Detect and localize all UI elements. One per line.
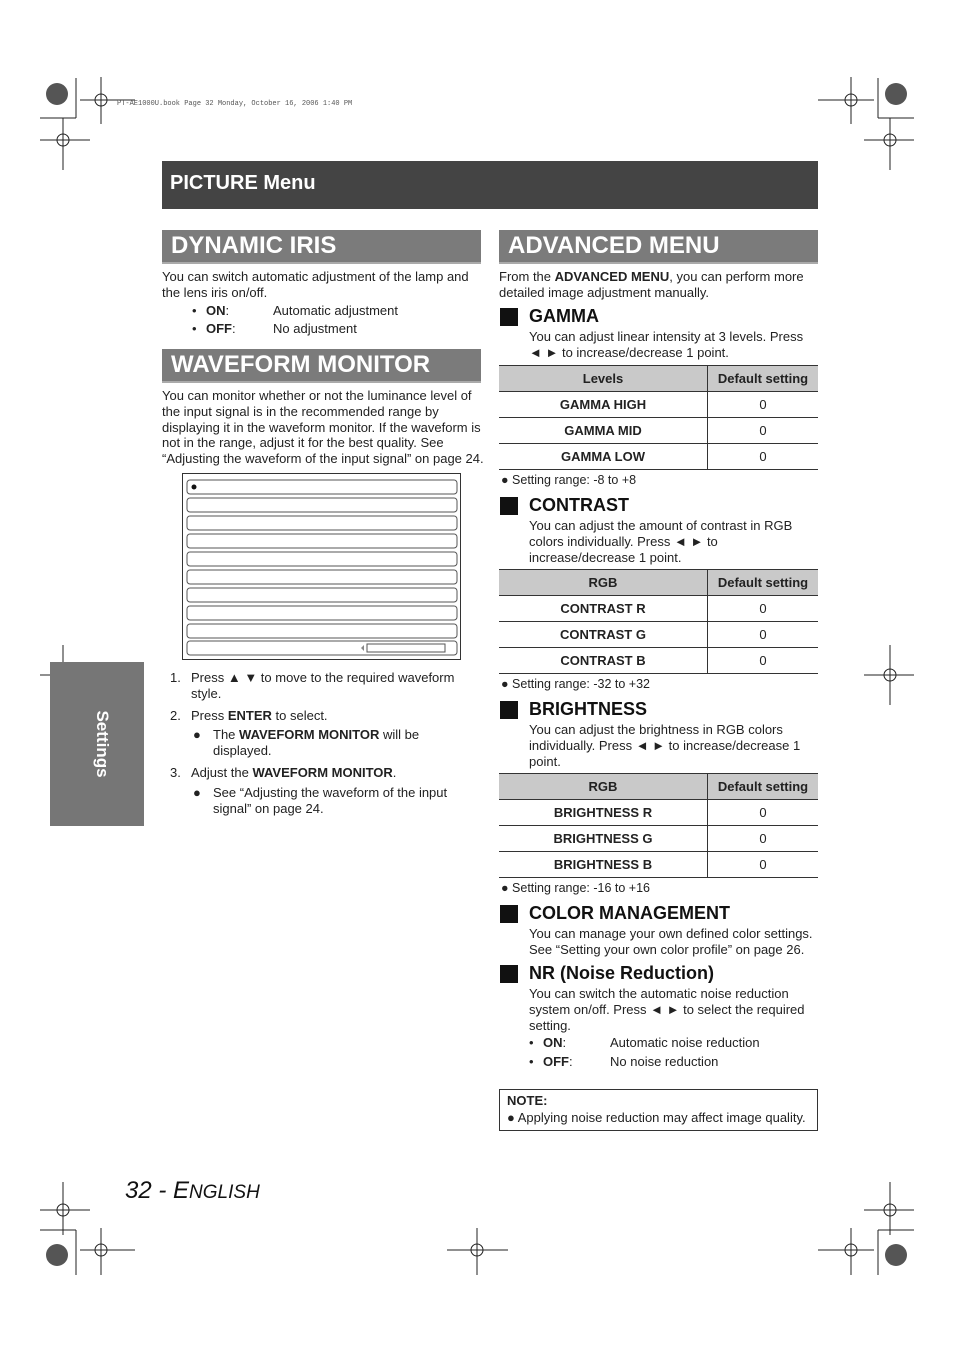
dynamic-iris-heading <box>162 230 481 264</box>
table-cell: 0 <box>708 648 819 674</box>
step-2-sub-post: will be displayed. <box>213 727 420 758</box>
gamma-desc: You can adjust linear intensity at 3 levels. Press ◄ ► to increase/decrease 1 point. <box>529 329 804 360</box>
bullet: • <box>529 1035 534 1050</box>
contrast-square-icon <box>500 497 518 515</box>
table-cell: 0 <box>708 596 819 622</box>
advanced-intro-pre: From the <box>499 269 555 284</box>
step-3-sub <box>191 785 471 817</box>
step-3-post: . <box>392 765 397 780</box>
bullet: ● <box>193 727 201 742</box>
brightness-table <box>499 773 818 878</box>
table-header: RGB <box>499 774 708 800</box>
step-2-key: ENTER <box>227 708 272 723</box>
step-3-key: WAVEFORM MONITOR <box>252 765 393 780</box>
nr-square-icon <box>500 965 518 983</box>
advanced-menu-title: ADVANCED MENU <box>508 232 720 259</box>
on-desc: Automatic adjustment <box>273 303 399 318</box>
step-1-text: Press ▲ ▼ to move to the required waveform style. <box>191 670 455 701</box>
step-3-num: 3. <box>170 765 181 780</box>
table-cell: 0 <box>708 852 819 878</box>
table-header: Default setting <box>708 570 819 596</box>
step-1 <box>170 670 470 702</box>
step-2-sub-pre: The <box>213 727 240 742</box>
brightness-range: ● Setting range: -16 to +16 <box>501 881 650 895</box>
waveform-intro: You can monitor whether or not the luminance level of the input signal is in the recommended range by displaying it in the waveform monitor. If the waveform is not in the range, adjust it for the best quality. See “Adjusting the waveform of the input signal” on page 24. <box>162 388 484 467</box>
settings-tab-label: Settings <box>93 710 112 778</box>
contrast-heading: CONTRAST <box>529 495 629 515</box>
nr-on-desc: Automatic noise reduction <box>610 1035 760 1050</box>
step-3-pre: Adjust the <box>191 765 253 780</box>
step-2 <box>170 708 470 724</box>
table-header: Default setting <box>708 774 819 800</box>
nr-off: • OFF: No noise reduction <box>529 1054 719 1069</box>
table-cell: BRIGHTNESS B <box>499 852 708 878</box>
dynamic-iris-off: • OFF: No adjustment <box>192 321 357 336</box>
bullet: • <box>192 321 197 336</box>
table-cell: CONTRAST G <box>499 622 708 648</box>
advanced-intro-key: ADVANCED MENU <box>554 269 670 284</box>
nr-desc: You can switch the automatic noise reduction system on/off. Press ◄ ► to select the required setting. <box>529 986 805 1033</box>
file-header: PT-AE1000U.book Page 32 Monday, October 16, 2006 1:40 PM <box>117 100 353 108</box>
note-line: ● Applying noise reduction may affect image quality. <box>507 1110 806 1125</box>
page-banner <box>162 161 818 209</box>
brightness-square-icon <box>500 701 518 719</box>
dynamic-iris-title: DYNAMIC IRIS <box>171 232 337 259</box>
step-2-num: 2. <box>170 708 181 723</box>
brightness-range-text: Setting range: -16 to +16 <box>512 881 650 895</box>
waveform-title: WAVEFORM MONITOR <box>171 351 431 378</box>
nr-on-key: ON <box>543 1035 563 1050</box>
nr-heading: NR (Noise Reduction) <box>529 963 715 983</box>
nr-off-desc: No noise reduction <box>610 1054 719 1069</box>
brightness-desc: You can adjust the brightness in RGB colors individually. Press ◄ ► to increase/decrease 1 point. <box>529 722 801 769</box>
table-cell: 0 <box>708 622 819 648</box>
table-cell: CONTRAST B <box>499 648 708 674</box>
waveform-menu-drawing <box>183 474 462 661</box>
dynamic-iris-intro: You can switch automatic adjustment of the lamp and the lens iris on/off. <box>162 269 469 300</box>
brightness-heading: BRIGHTNESS <box>529 699 648 719</box>
note-label: NOTE: <box>507 1093 548 1108</box>
note-box <box>499 1089 818 1131</box>
gamma-square-icon <box>500 308 518 326</box>
nr-off-key: OFF <box>543 1054 569 1069</box>
gamma-range: ● Setting range: -8 to +8 <box>501 473 637 487</box>
waveform-heading <box>162 349 481 383</box>
gamma-heading: GAMMA <box>529 306 599 326</box>
table-cell: BRIGHTNESS R <box>499 800 708 826</box>
page-num: 32 - <box>125 1177 174 1204</box>
on-key: ON <box>206 303 226 318</box>
step-2-sub <box>191 727 471 759</box>
table-cell: GAMMA HIGH <box>499 392 708 418</box>
table-header: Default setting <box>708 366 819 392</box>
page-number <box>125 1177 260 1205</box>
lang-rest: NGLISH <box>189 1182 260 1203</box>
table-header: RGB <box>499 570 708 596</box>
gamma-range-text: Setting range: -8 to +8 <box>512 473 637 487</box>
contrast-range: ● Setting range: -32 to +32 <box>501 677 650 691</box>
table-cell: GAMMA MID <box>499 418 708 444</box>
contrast-table <box>499 569 818 674</box>
off-desc: No adjustment <box>273 321 357 336</box>
settings-side-tab <box>50 662 144 826</box>
bullet: • <box>529 1054 534 1069</box>
lang-cap: E <box>173 1177 190 1204</box>
advanced-intro-post: , you can perform more detailed image adjustment manually. <box>499 269 804 300</box>
advanced-intro <box>499 269 821 301</box>
table-header: Levels <box>499 366 708 392</box>
step-1-num: 1. <box>170 670 181 685</box>
table-cell: 0 <box>708 800 819 826</box>
step-2-pre: Press <box>191 708 228 723</box>
bullet: ● <box>193 785 201 800</box>
contrast-range-text: Setting range: -32 to +32 <box>512 677 650 691</box>
dynamic-iris-on: • ON: Automatic adjustment <box>192 303 399 318</box>
step-3-sub-text: See “Adjusting the waveform of the input signal” on page 24. <box>213 785 448 816</box>
nr-on: • ON: Automatic noise reduction <box>529 1035 760 1050</box>
off-key: OFF <box>206 321 232 336</box>
advanced-menu-heading <box>499 230 818 264</box>
step-2-post: to select. <box>271 708 328 723</box>
table-cell: BRIGHTNESS G <box>499 826 708 852</box>
waveform-menu-illustration <box>182 473 461 660</box>
banner-title: PICTURE Menu <box>170 172 316 194</box>
bullet: • <box>192 303 197 318</box>
color-mgmt-heading: COLOR MANAGEMENT <box>529 903 730 923</box>
step-3 <box>170 765 470 781</box>
step-2-sub-key: WAVEFORM MONITOR <box>239 727 380 742</box>
table-cell: 0 <box>708 826 819 852</box>
table-cell: 0 <box>708 418 819 444</box>
note-text: Applying noise reduction may affect image quality. <box>517 1110 806 1125</box>
contrast-desc: You can adjust the amount of contrast in RGB colors individually. Press ◄ ► to increase/decrease 1 point. <box>529 518 793 565</box>
gamma-table <box>499 365 818 470</box>
table-cell: GAMMA LOW <box>499 444 708 470</box>
table-cell: CONTRAST R <box>499 596 708 622</box>
table-cell: 0 <box>708 444 819 470</box>
color-mgmt-desc: You can manage your own defined color settings. See “Setting your own color profile” on page 26. <box>529 926 813 957</box>
table-cell: 0 <box>708 392 819 418</box>
color-mgmt-square-icon <box>500 905 518 923</box>
